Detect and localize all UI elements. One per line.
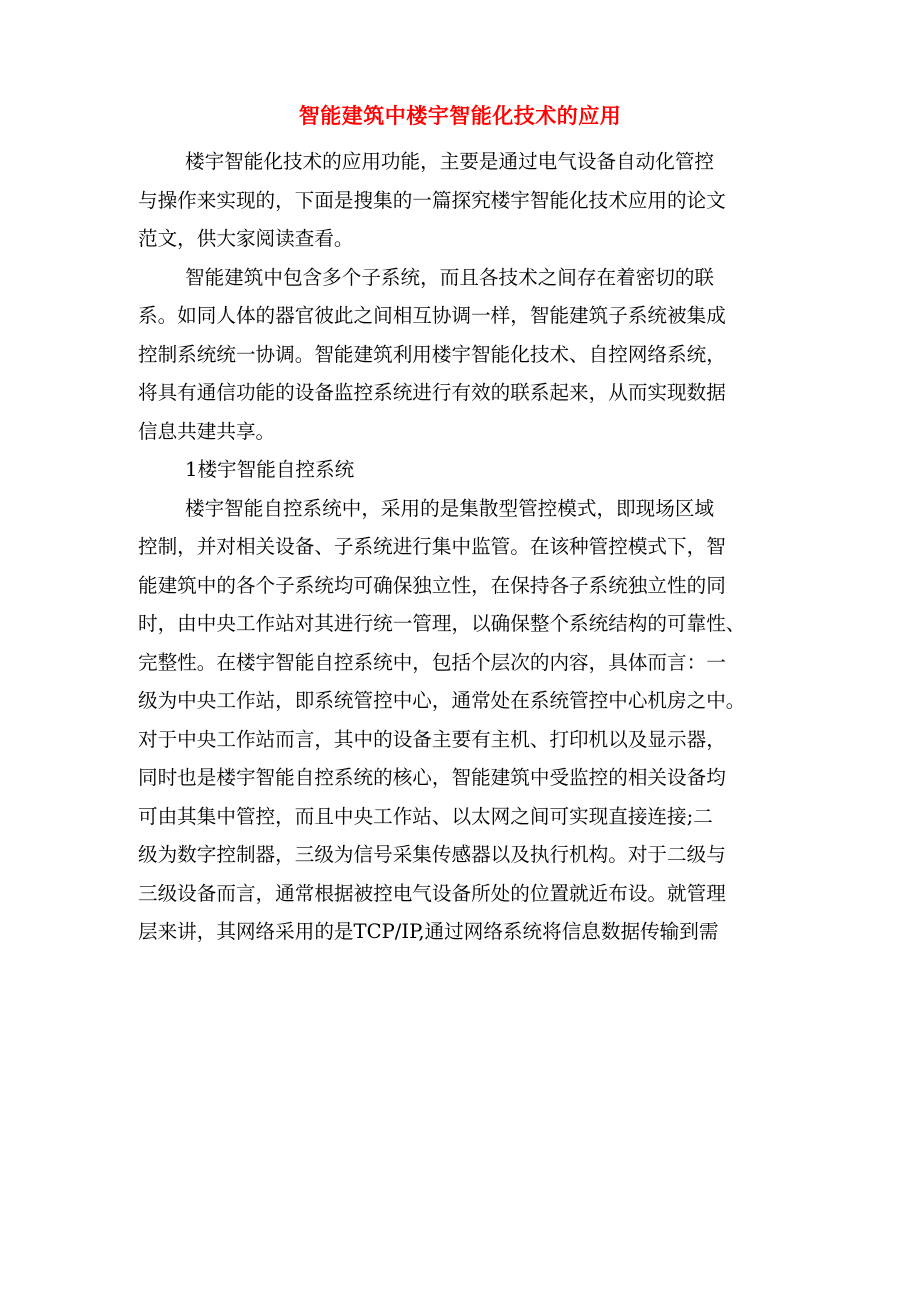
section-heading: 1楼宇智能自控系统 bbox=[185, 458, 355, 481]
paragraph-line: 系。如同人体的器官彼此之间相互协调一样，智能建筑子系统被集成 bbox=[138, 304, 726, 327]
paragraph-line: 楼宇智能化技术的应用功能，主要是通过电气设备自动化管控 bbox=[185, 150, 715, 173]
paragraph-line: 层来讲，其网络采用的是TCP/IP,通过网络系统将信息数据传输到需 bbox=[138, 920, 719, 943]
paragraph-line: 楼宇智能自控系统中，采用的是集散型管控模式，即现场区域 bbox=[185, 496, 715, 520]
paragraph-line: 级为数字控制器，三级为信号采集传感器以及执行机构。对于二级与 bbox=[138, 843, 726, 866]
document-body bbox=[138, 150, 790, 959]
paragraph-line: 智能建筑中包含多个子系统，而且各技术之间存在着密切的联 bbox=[185, 265, 715, 289]
document-title: 智能建筑中楼宇智能化技术的应用 bbox=[298, 103, 622, 128]
paragraph-line: 能建筑中的各个子系统均可确保独立性，在保持各子系统独立性的同 bbox=[138, 573, 726, 597]
paragraph-line: 同时也是楼宇智能自控系统的核心，智能建筑中受监控的相关设备均 bbox=[138, 766, 726, 789]
paragraph-line: 对于中央工作站而言，其中的设备主要有主机、打印机以及显示器， bbox=[138, 727, 726, 751]
paragraph-line: 信息共建共享。 bbox=[138, 419, 276, 443]
paragraph-line: 可由其集中管控，而且中央工作站、以太网之间可实现直接连接;二 bbox=[138, 804, 713, 828]
paragraph-line: 将具有通信功能的设备监控系统进行有效的联系起来，从而实现数据 bbox=[138, 381, 726, 404]
paragraph-line: 三级设备而言，通常根据被控电气设备所处的位置就近布设。就管理 bbox=[138, 881, 726, 905]
paragraph-line: 控制，并对相关设备、子系统进行集中监管。在该种管控模式下，智 bbox=[138, 535, 726, 558]
paragraph-line: 与操作来实现的，下面是搜集的一篇探究楼宇智能化技术应用的论文 bbox=[138, 188, 726, 212]
paragraph-line: 范文，供大家阅读查看。 bbox=[138, 227, 354, 250]
paragraph-line: 控制系统统一协调。智能建筑利用楼宇智能化技术、自控网络系统， bbox=[138, 342, 726, 366]
paragraph-line: 级为中央工作站，即系统管控中心，通常处在系统管控中心机房之中。 bbox=[138, 689, 746, 712]
paragraph-line: 完整性。在楼宇智能自控系统中，包括个层次的内容，具体而言：一 bbox=[138, 650, 726, 674]
paragraph-line: 时，由中央工作站对其进行统一管理，以确保整个系统结构的可靠性、 bbox=[138, 612, 746, 635]
